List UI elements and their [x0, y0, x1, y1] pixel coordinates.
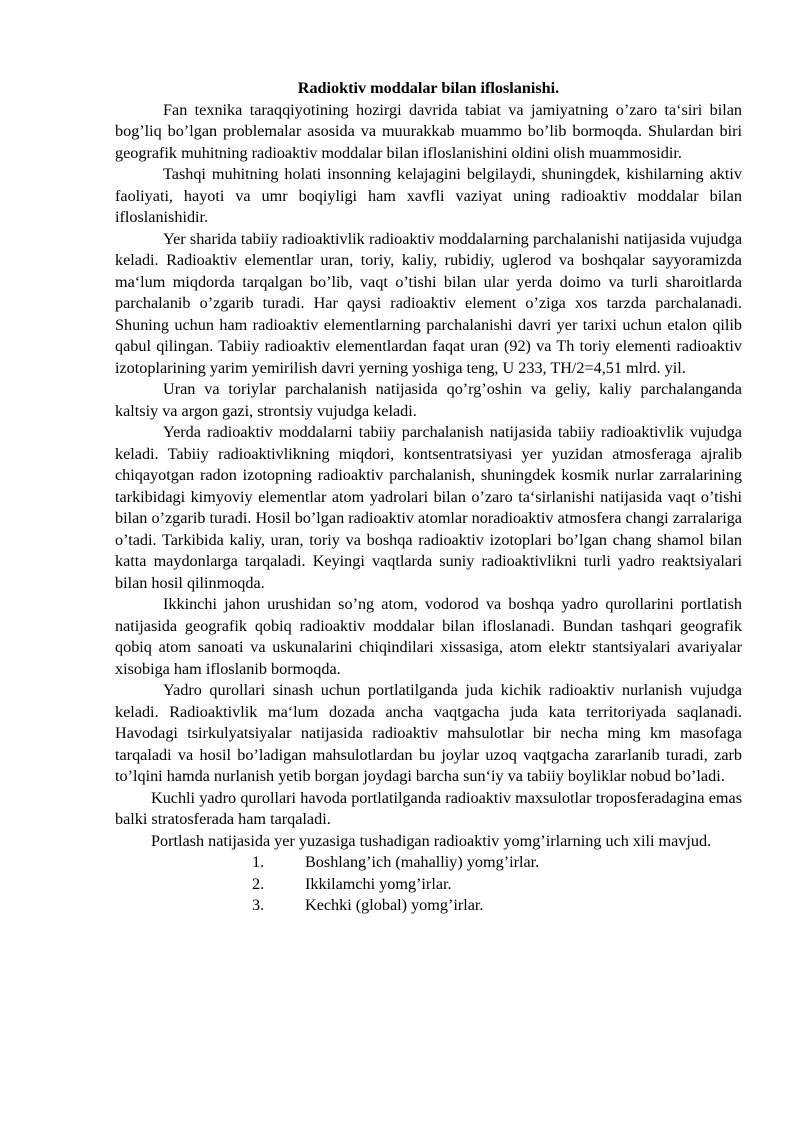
list-item-text: Kechki (global) yomg’irlar.: [305, 896, 484, 914]
paragraph-4: Uran va toriylar parchalanish natijasida qo’rg’oshin va geliy, kaliy parchalanganda kaltsiy va argon gazi, strontsiy vujudga keladi.: [115, 380, 742, 420]
paragraph-6: Ikkinchi jahon urushidan so’ng atom, vodorod va boshqa yadro qurollarini portlatish natijasida geografik qobiq radioaktiv moddalar bilan ifloslanadi. Bundan tashqari geografik qobiq atom sanoati va uskunalarini chiqindilari xissasiga, atom elektr stantsiyalari avariyalar xisobiga ham ifloslanib bormoqda.: [115, 595, 742, 678]
list-item-number: 2.: [252, 874, 265, 893]
list-item: [115, 874, 742, 896]
rain-types-list: [115, 852, 742, 917]
paragraph-5: Yerda radioaktiv moddalarni tabiiy parchalanish natijasida tabiiy radioaktivlik vujudga keladi. Tabiiy radioaktivlikning miqdori, kontsentratsiyasi yer yuzidan atmosferaga ajralib chiqayotgan radon izotopning radioaktiv parchalanish, shuningdek kosmik nurlar zarralarining tarkibidagi kimyoviy elementlar atom yadrolari bilan o’zaro ta‘sirlanishi natijasida vaqt o’tishi bilan o’zgarib turadi. Hosil bo’lgan radioaktiv atomlar noradioaktiv atmosfera changi zarralariga o’tadi. Tarkibida kaliy, uran, toriy va boshqa radioaktiv izotoplari bo’lgan chang shamol bilan katta maydonlarga tarqaladi. Keyingi vaqtlarda suniy radioaktivlikni turli yadro reaktsiyalari bilan hosil qilinmoqda.: [115, 423, 742, 592]
paragraph-2: Tashqi muhitning holati insonning kelajagini belgilaydi, shuningdek, kishilarning aktiv faoliyati, hayoti va umr boqiyligi ham xavfli vaziyat uning radioaktiv moddalar bilan ifloslanishidir.: [115, 165, 742, 226]
document-title: Radioktiv moddalar bilan ifloslanishi.: [297, 79, 560, 97]
document-page: [115, 78, 742, 917]
list-item-text: Ikkilamchi yomg’irlar.: [305, 874, 452, 893]
list-item: [115, 895, 742, 917]
paragraph-3: Yer sharida tabiiy radioaktivlik radioaktiv moddalarning parchalanishi natijasida vujudga keladi. Radioaktiv elementlar uran, toriy, kaliy, rubidiy, uglerod va boshqalar sayyoramizda ma‘lum miqdorda tarqalgan bo’lib, vaqt o’tishi bilan ular yerda doimo va turli sharoitlarda parchalanib o’zgarib turadi. Har qaysi radioaktiv element o’ziga xos tarzda parchalanadi. Shuning uchun ham radioaktiv elementlarning parchalanishi davri yer tarixi uchun etalon qilib qabul qilingan. Tabiiy radioaktiv elementlardan faqat uran (92) va Th toriy elementi radioaktiv izotoplarining yarim yemirilish davri yerning yoshiga teng, U 233, TH/2=4,51 mlrd. yil.: [115, 229, 742, 377]
paragraph-8: Kuchli yadro qurollari havoda portlatilganda radioaktiv maxsulotlar troposferadagina emas balki stratosferada ham tarqaladi.: [115, 788, 742, 828]
paragraph-7: Yadro qurollari sinash uchun portlatilganda juda kichik radioaktiv nurlanish vujudga keladi. Radioaktivlik ma‘lum dozada ancha vaqtgacha juda kata territoriyada saqlanadi. Havodagi tsirkulyatsiyalar natijasida radioaktiv mahsulotlar bir necha ming km masofaga tarqaladi va hosil bo’ladigan mahsulotlardan bu joylar uzoq vaqtgacha zararlanib turadi, zarb to’lqini hamda nurlanish yetib borgan joydagi barcha sun‘iy va tabiiy boyliklar nobud bo’ladi.: [115, 681, 742, 785]
list-item-text: Boshlang’ich (mahalliy) yomg’irlar.: [305, 853, 540, 871]
list-item-number: 3.: [252, 896, 265, 914]
paragraph-1: Fan texnika taraqqiyotining hozirgi davrida tabiat va jamiyatning o’zaro ta‘siri bilan bog’liq bo’lgan problemalar asosida va muurakkab muammo bo’lib bormoqda. Shulardan biri geografik muhitning radioaktiv moddalar bilan ifloslanishini oldini olish muammosidir.: [115, 100, 742, 162]
paragraph-9: Portlash natijasida yer yuzasiga tushadigan radioaktiv yomg’irlarning uch xili mavjud.: [151, 831, 712, 850]
list-item-number: 1.: [252, 853, 265, 871]
list-item: [115, 852, 742, 874]
